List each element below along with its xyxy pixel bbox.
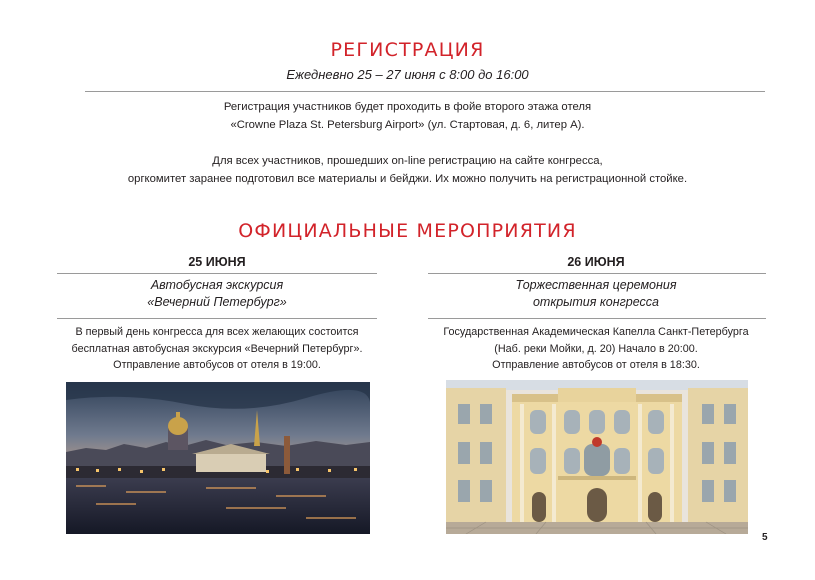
text-line: Отправление автобусов от отеля в 19:00.	[113, 359, 321, 371]
text-line: «Crowne Plaza St. Petersburg Airport» (ул. Стартовая, д. 6, литер А).	[230, 119, 585, 131]
official-events-title: ОФИЦИАЛЬНЫЕ МЕРОПРИЯТИЯ	[238, 220, 577, 242]
text-line: В первый день конгресса для всех желающих состоится	[75, 326, 359, 338]
divider	[85, 91, 765, 92]
text-line: Для всех участников, прошедших on-line регистрацию на сайте конгресса,	[212, 155, 603, 167]
divider	[57, 273, 377, 274]
day-heading: 26 ИЮНЯ	[567, 255, 625, 269]
event-title-line: Автобусная экскурсия	[150, 278, 284, 292]
divider	[57, 318, 377, 319]
event-title-line: «Вечерний Петербург»	[147, 295, 287, 309]
event-title	[57, 277, 377, 311]
text-line: (Наб. реки Мойки, д. 20) Начало в 20:00.	[494, 342, 698, 355]
event-title-line: открытия конгресса	[532, 295, 660, 309]
event-title-line: Торжественная церемония	[515, 278, 677, 292]
text-line: оргкомитет заранее подготовил все материалы и бейджи. Их можно получить на регистрационной стойке.	[127, 173, 688, 185]
event-description	[436, 324, 756, 374]
page-number: 5	[762, 532, 768, 543]
text-line: бесплатная автобусная экскурсия «Вечерний Петербург».	[71, 342, 363, 355]
divider	[428, 318, 766, 319]
day-heading: 25 ИЮНЯ	[188, 255, 246, 269]
registration-title: РЕГИСТРАЦИЯ	[330, 39, 485, 61]
event-description	[57, 324, 377, 374]
capella-building-photo	[446, 380, 748, 534]
divider	[428, 273, 766, 274]
registration-schedule: Ежедневно 25 – 27 июня с 8:00 до 16:00	[286, 67, 529, 82]
text-line: Отправление автобусов от отеля в 18:30.	[492, 359, 700, 371]
text-line: Государственная Академическая Капелла Санкт-Петербурга	[443, 326, 749, 338]
registration-paragraph-2	[0, 152, 815, 188]
registration-paragraph-1	[0, 98, 815, 134]
event-title	[436, 277, 756, 311]
text-line: Регистрация участников будет проходить в фойе второго этажа отеля	[223, 101, 592, 113]
evening-st-petersburg-photo	[66, 382, 370, 534]
